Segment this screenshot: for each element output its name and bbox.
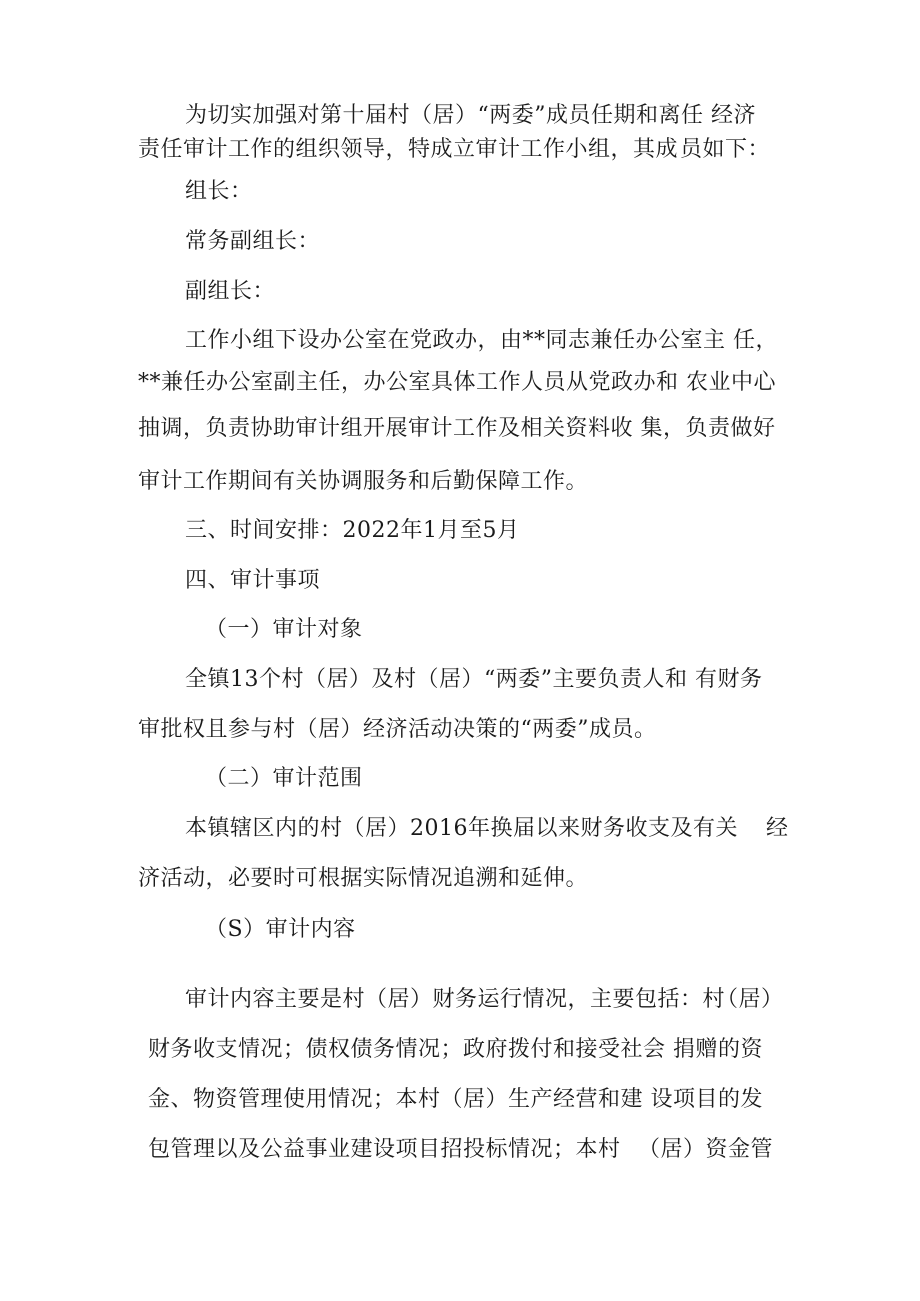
audit-object-heading: （一）审计对象 xyxy=(205,617,363,642)
audit-content-line-2: 财务收支情况；债权债务情况；政府拨付和接受社会 捐赠的资 xyxy=(148,1037,763,1062)
audit-content-heading: （S）审计内容 xyxy=(205,917,356,942)
audit-content-line-1: 审计内容主要是村（居）财务运行情况，主要包括：村 xyxy=(185,987,726,1012)
paragraph-1-line-2: 责任审计工作的组织领导，特成立审计工作小组，其成 xyxy=(138,137,679,162)
paragraph-office-line-1: 工作小组下设办公室在党政办，由**同志兼任办公室主 任， xyxy=(185,328,778,353)
audit-content-line-3: 金、物资管理使用情况；本村（居）生产经营和建 设项目的发 xyxy=(148,1087,763,1112)
audit-scope-line-2: 济活动，必要时可根据实际情况追溯和延伸。 xyxy=(138,866,589,891)
schedule-heading: 三、时间安排：2022年1月至5月 xyxy=(185,518,520,543)
audit-content-line-4-tail: （居）资金管 xyxy=(638,1137,774,1162)
paragraph-1-line-2-tail: 员如下： xyxy=(680,137,771,162)
audit-content-line-4: 包管理以及公益事业建设项目招投标情况；本村 xyxy=(148,1137,621,1162)
audit-object-line-2: 审批权且参与村（居）经济活动决策的“两委”成员。 xyxy=(138,717,657,742)
group-leader-label: 组长： xyxy=(185,179,253,204)
audit-scope-line-1: 本镇辖区内的村（居）2016年换届以来财务收支及有关 xyxy=(185,816,738,841)
deputy-leader-label: 副组长： xyxy=(185,279,276,304)
audit-content-line-1-tail: （居） xyxy=(716,987,784,1012)
paragraph-office-line-4: 审计工作期间有关协调服务和后勤保障工作。 xyxy=(138,469,589,494)
audit-object-line-1: 全镇13个村（居）及村（居）“两委”主要负责人和 有财务 xyxy=(185,667,763,692)
audit-scope-heading: （二）审计范围 xyxy=(205,766,363,791)
audit-items-heading: 四、审计事项 xyxy=(185,568,321,593)
paragraph-1-line-1: 为切实加强对第十届村（居）“两委”成员任期和离任 经济 xyxy=(185,103,756,128)
executive-deputy-leader-label: 常务副组长： xyxy=(185,229,321,254)
paragraph-office-line-3: 抽调，负责协助审计组开展审计工作及相关资料收 集，负责做好 xyxy=(138,416,776,441)
paragraph-office-line-2: **兼任办公室副主任，办公室具体工作人员从党政办和 农业中心 xyxy=(138,370,776,395)
audit-scope-line-1-tail: 经 xyxy=(766,816,789,841)
